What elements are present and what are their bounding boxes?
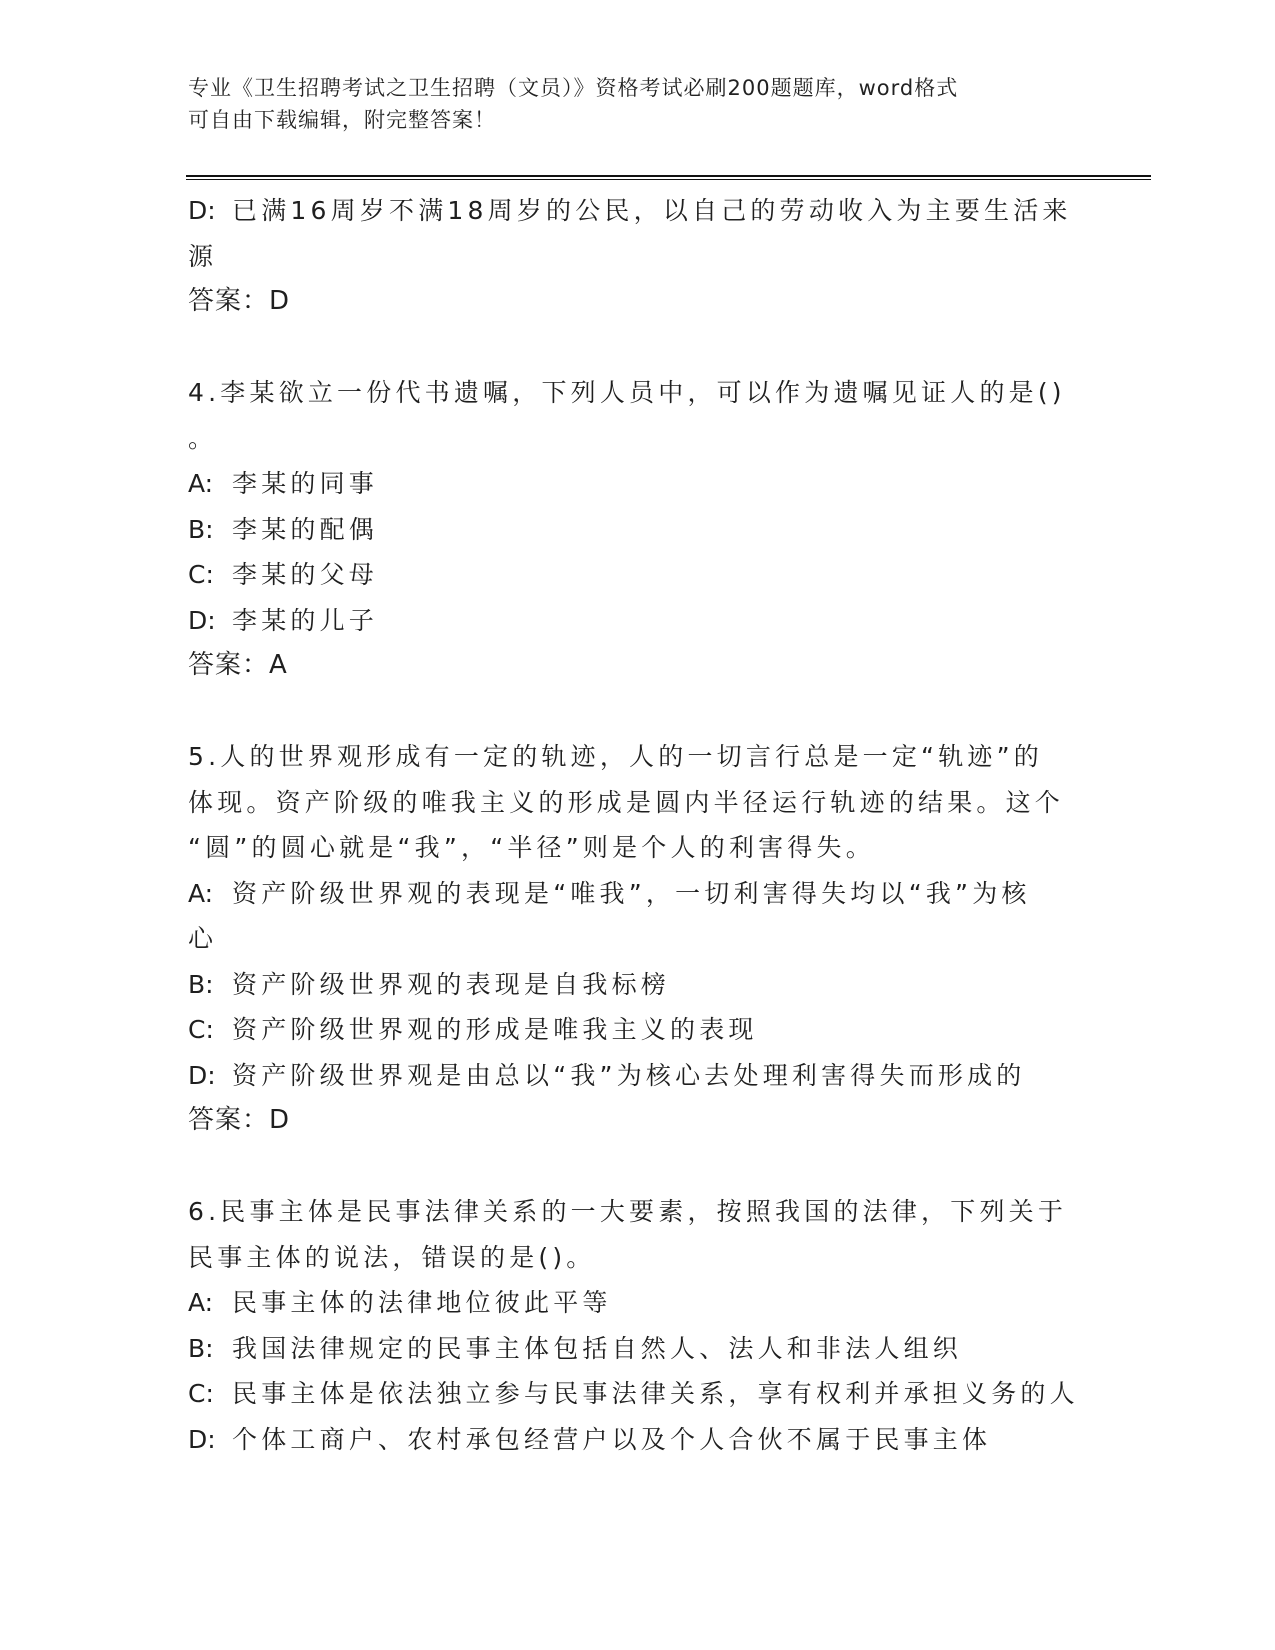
q4-answer: 答案：A [188,650,288,680]
q6-option-d [188,1417,1068,1463]
q5-stem-3: “圆”的圆心就是“我”，“半径”则是个人的利害得失。 [188,833,875,862]
q5-option-d [188,1053,1068,1099]
spacer [188,689,1068,735]
q3-option-d-letter: D: [188,196,216,225]
q4-option-a-text: 李某的同事 [232,469,379,498]
q6-option-c-text: 民事主体是依法独立参与民事法律关系，享有权利并承担义务的人 [232,1379,1079,1408]
q4-stem-2: 。 [188,423,218,453]
q4-option-d [188,598,1068,644]
spacer [188,1144,1068,1190]
q6-stem-2: 民事主体的说法，错误的是()。 [188,1242,596,1272]
header-line-1: 专业《卫生招聘考试之卫生招聘（文员）》资格考试必刷200题题库，word格式 [188,76,959,100]
q4-option-a-letter: A: [188,469,214,498]
q3-option-d-text-1: 已满16周岁不满18周岁的公民，以自己的劳动收入为主要生活来 [232,196,1072,225]
q6-option-a-text: 民事主体的法律地位彼此平等 [232,1288,612,1317]
q5-option-d-text: 资产阶级世界观是由总以“我”为核心去处理利害得失而形成的 [232,1060,1026,1090]
q5-stem-1: 5.人的世界观形成有一定的轨迹，人的一切言行总是一定“轨迹”的 [188,742,1043,771]
q3-option-d-text-2: 源 [188,241,218,271]
spacer [188,325,1068,371]
q5-option-b [188,962,1068,1008]
q6-option-a [188,1280,1068,1326]
q5-option-a-text-2: 心 [188,924,218,953]
question-5 [188,734,1068,1144]
q4-option-a [188,461,1068,507]
q4-option-b [188,507,1068,553]
q5-option-c-letter: C: [188,1015,214,1044]
question-3-tail [188,188,1072,325]
q5-option-a-text-1: 资产阶级世界观的表现是“唯我”，一切利害得失均以“我”为核 [232,878,1031,908]
q5-option-c-text: 资产阶级世界观的形成是唯我主义的表现 [232,1015,758,1044]
q4-option-c [188,552,1068,598]
q6-option-b-letter: B: [188,1333,214,1363]
q4-option-b-text: 李某的配偶 [232,514,379,544]
q5-option-a [188,871,1068,917]
q4-option-c-text: 李某的父母 [232,560,379,589]
question-content [188,188,1079,1462]
header-divider [186,175,1151,180]
q6-option-d-text: 个体工商户、农村承包经营户以及个人合伙不属于民事主体 [232,1424,992,1454]
q5-option-b-text: 资产阶级世界观的表现是自我标榜 [232,969,671,999]
q6-option-b [188,1326,1068,1372]
q5-option-b-letter: B: [188,969,214,999]
q4-option-d-letter: D: [188,605,216,635]
q5-option-d-letter: D: [188,1060,216,1090]
question-6 [188,1189,1079,1462]
page-header [188,72,1088,136]
q4-option-d-text: 李某的儿子 [232,605,379,635]
question-4 [188,370,1068,689]
q3-answer: 答案：D [188,286,291,316]
header-line-2: 可自由下载编辑，附完整答案！ [188,108,496,132]
q5-stem-2: 体现。资产阶级的唯我主义的形成是圆内半径运行轨迹的结果。这个 [188,787,1065,817]
q3-option-d [188,188,1072,234]
q6-option-c-letter: C: [188,1379,214,1408]
q6-option-a-letter: A: [188,1288,214,1317]
q5-option-a-letter: A: [188,878,214,908]
q4-option-c-letter: C: [188,560,214,589]
q4-stem-1: 4.李某欲立一份代书遗嘱，下列人员中，可以作为遗嘱见证人的是() [188,378,1066,407]
q5-option-c [188,1007,1068,1053]
q6-option-c [188,1371,1079,1417]
q4-option-b-letter: B: [188,514,214,544]
q6-option-d-letter: D: [188,1424,216,1454]
q6-option-b-text: 我国法律规定的民事主体包括自然人、法人和非法人组织 [232,1333,963,1363]
q6-stem-1: 6.民事主体是民事法律关系的一大要素，按照我国的法律，下列关于 [188,1197,1068,1226]
q5-answer: 答案：D [188,1105,291,1135]
